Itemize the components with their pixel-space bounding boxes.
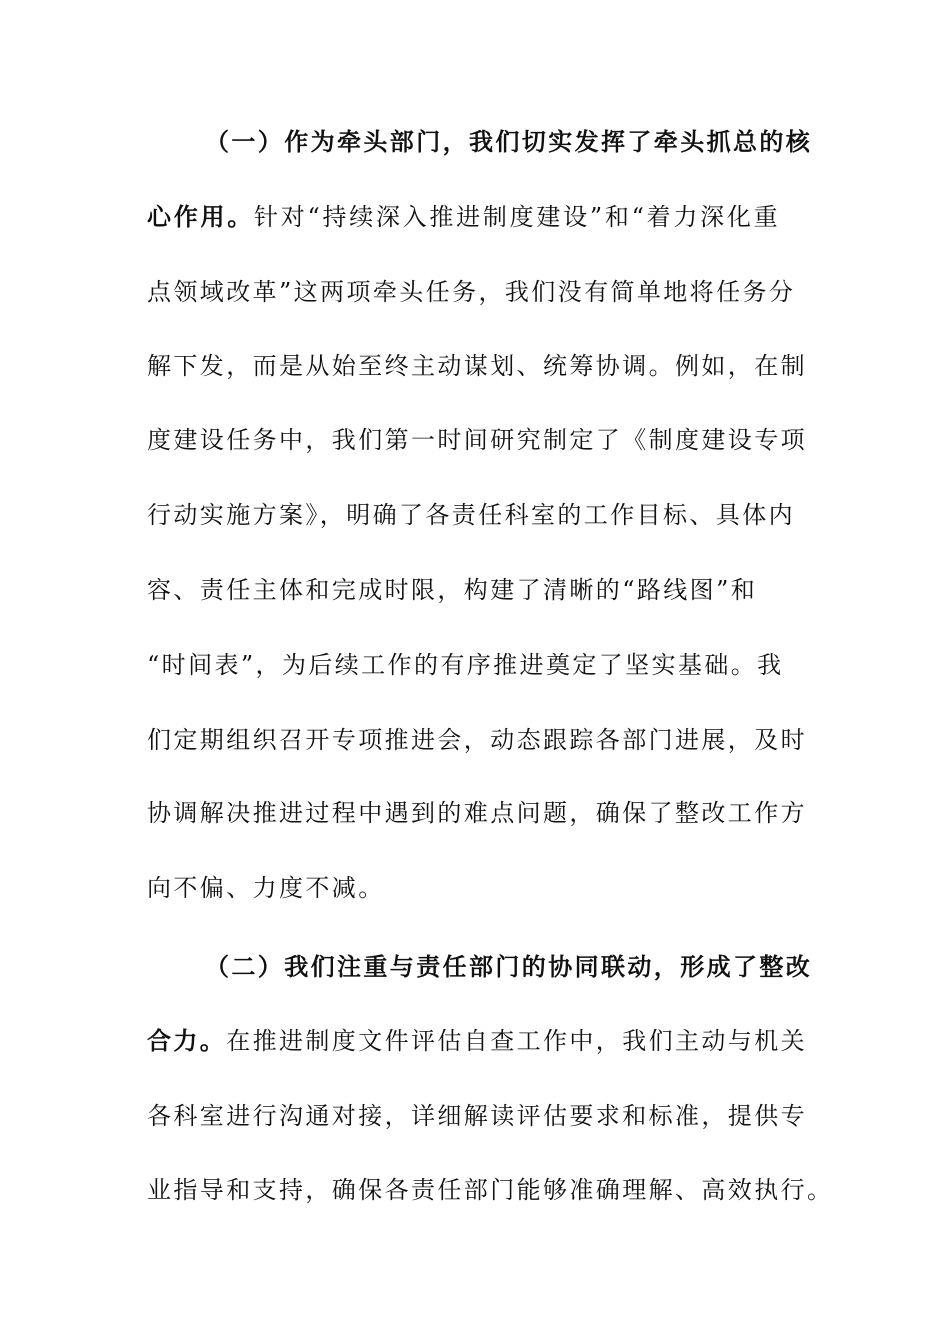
text-line — [147, 1026, 808, 1056]
text-line: 业指导和支持，确保各责任部门能够准确理解、高效执行。 — [147, 1176, 834, 1204]
text-line: 向不偏、力度不减。 — [147, 874, 385, 902]
text-line: 解下发，而是从始至终主动谋划、统筹协调。例如，在制 — [147, 352, 807, 380]
heading-text: （二）我们注重与责任部门的协同联动，形成了整改 — [205, 952, 813, 981]
heading-text: 合力。 — [147, 1026, 227, 1055]
body-text: 在推进制度文件评估自查工作中，我们主动与机关 — [226, 1027, 808, 1055]
text-line: 行动实施方案》，明确了各责任科室的工作目标、具体内 — [147, 501, 795, 529]
text-line: 各科室进行沟通对接，详细解读评估要求和标准，提供专 — [147, 1102, 807, 1130]
text-line: 们定期组织召开专项推进会，动态跟踪各部门进展，及时 — [147, 726, 807, 754]
body-text: 针对“持续深入推进制度建设”和“着力深化重 — [253, 203, 780, 231]
paragraph-heading-line — [205, 127, 813, 157]
text-line: 点领域改革”这两项牵头任务，我们没有简单地将任务分 — [147, 278, 796, 306]
heading-text: （一）作为牵头部门，我们切实发挥了牵头抓总的核 — [205, 127, 813, 156]
text-line: 度建设任务中，我们第一时间研究制定了《制度建设专项 — [147, 426, 807, 454]
paragraph-heading-line — [205, 952, 813, 982]
heading-text: 心作用。 — [147, 202, 254, 231]
text-line — [147, 202, 780, 232]
text-line: 容、责任主体和完成时限，构建了清晰的“路线图”和 — [147, 576, 758, 604]
text-line: 协调解决推进过程中遇到的难点问题，确保了整改工作方 — [147, 799, 807, 827]
text-line: “时间表”，为后续工作的有序推进奠定了坚实基础。我 — [147, 651, 784, 679]
